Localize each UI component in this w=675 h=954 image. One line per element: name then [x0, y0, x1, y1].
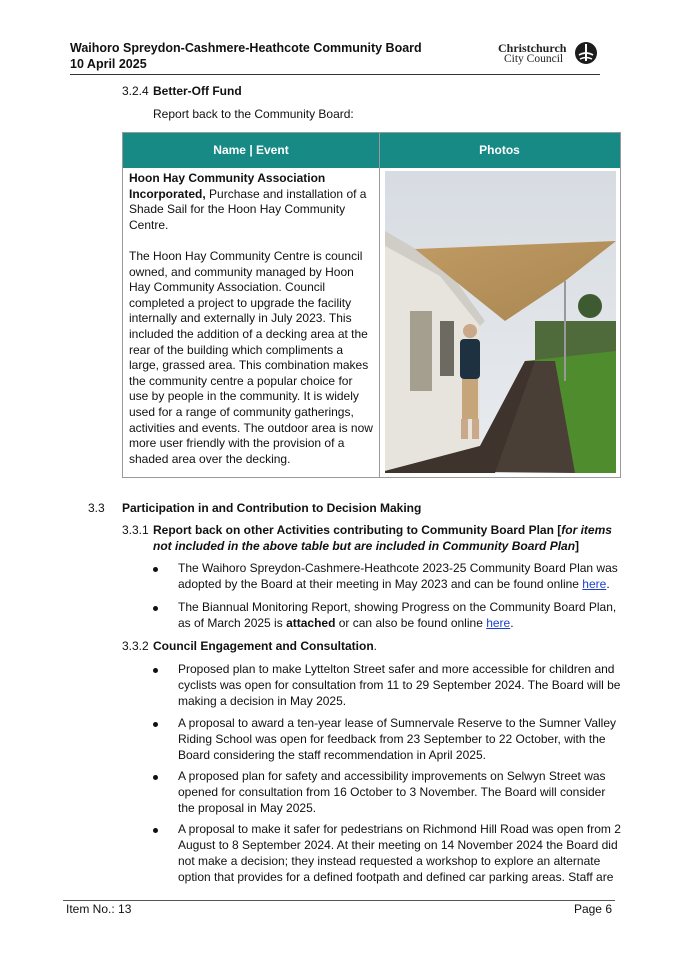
- bullet-text-line: A proposal to make it safer for pedestrians on Richmond Hill Road was open from 2: [178, 822, 621, 836]
- bullet-icon: [153, 567, 158, 572]
- project-description: The Hoon Hay Community Centre is council owned, and community managed by Hoon Hay Community Association. Council completed a project to upgrade the facility internally and externally in July 2023. This included the addition of a decking area at the rear of the building which compliments a large, grassed area. This combination makes the community centre a popular choice for use by people in the community. It is widely used for a range of community gatherings, activities and events. The outdoor area is now more user friendly with the provision of a shaded area over the decking.: [129, 248, 373, 466]
- column-header-name-event: Name | Event: [213, 143, 289, 157]
- bullet-text-line: The Biannual Monitoring Report, showing Progress on the Community Board Plan,: [178, 600, 617, 614]
- list-item-sumnervale-reserve: [178, 715, 616, 763]
- list-item-selwyn-street: [178, 768, 606, 816]
- bullet-text-line: opened for consultation from 16 October to 3 November. The Board will consider: [178, 785, 606, 799]
- logo-line-2: City Council: [504, 53, 564, 65]
- bullet-text-line: the proposal in May 2025.: [178, 801, 317, 815]
- fund-report-table: [122, 132, 621, 478]
- list-item-richmond-hill-road: [178, 821, 621, 885]
- bullet-icon: [153, 775, 158, 780]
- list-item-monitoring-report: [178, 599, 616, 631]
- bullet-text-line: cyclists was open for consultation from 11 to 29 September 2024. The Board will be: [178, 678, 621, 692]
- bullet-text-line: The Waihoro Spreydon-Cashmere-Heathcote 2023-25 Community Board Plan was: [178, 561, 618, 575]
- event-description: Purchase and installation of a Shade Sail for the Hoon Hay Community Centre.: [129, 186, 367, 232]
- list-item-board-plan: [178, 560, 618, 592]
- bullet-text: as of March 2025 is: [178, 616, 287, 630]
- bullet-text: .: [510, 616, 514, 630]
- council-logo: [498, 41, 600, 69]
- bullet-icon: [153, 668, 158, 673]
- engagement-title-end: .: [373, 639, 378, 653]
- board-plan-link[interactable]: here: [582, 577, 607, 591]
- logo-line-1: Christchurch: [498, 41, 567, 55]
- bullet-text-line: Riding School was open for feedback from 23 September to 22 October, with the: [178, 732, 606, 746]
- monitoring-report-link[interactable]: here: [486, 616, 511, 630]
- meeting-date: 10 April 2025: [70, 57, 147, 71]
- bullet-text: adopted by the Board at their meeting in May 2023 and can be found online: [178, 577, 583, 591]
- bullet-text-line: option that provides for a defined footpath and defined car parking areas. Staff are: [178, 870, 614, 884]
- bullet-text-line: [178, 615, 616, 631]
- section-number-3-2-4: 3.2.4: [122, 84, 149, 98]
- footer-divider: [63, 900, 615, 901]
- board-name: Waihoro Spreydon-Cashmere-Heathcote Community Board: [70, 41, 422, 55]
- bullet-icon: [153, 828, 158, 833]
- bullet-text: or can also be found online: [335, 616, 487, 630]
- bullet-text-line: making a decision in May 2025.: [178, 694, 347, 708]
- report-back-title-part2: for items: [561, 523, 612, 537]
- section-title-engagement: [153, 638, 377, 654]
- report-back-title-part1: Report back on other Activities contributing to Community Board Plan [: [153, 523, 562, 537]
- bullet-text-line: August to 8 September 2024. At their meeting on 14 November 2024 the Board did: [178, 838, 618, 852]
- bullet-icon: [153, 606, 158, 611]
- footer-page-number: Page 6: [573, 902, 612, 916]
- organisation-name: Hoon Hay Community Association Incorporated,: [129, 171, 326, 201]
- section-intro: Report back to the Community Board:: [153, 107, 354, 121]
- section-title-report-back: [153, 522, 612, 538]
- header-divider: [70, 74, 600, 75]
- bullet-text: .: [606, 577, 610, 591]
- engagement-title-text: Council Engagement and Consultation: [153, 639, 374, 653]
- council-emblem-icon: [574, 41, 598, 65]
- section-title-report-back-line2: [153, 538, 579, 554]
- bullet-icon: [153, 722, 158, 727]
- section-number-3-3: 3.3: [88, 501, 105, 515]
- bullet-text-line: Board considering the staff recommendation in April 2025.: [178, 748, 486, 762]
- bullet-text-line: [178, 576, 618, 592]
- section-title-better-off-fund: Better-Off Fund: [153, 84, 242, 98]
- bullet-text-line: A proposed plan for safety and accessibility improvements on Selwyn Street was: [178, 769, 606, 783]
- shade-sail-photo: [385, 171, 616, 473]
- report-back-title-end: ]: [575, 539, 580, 553]
- section-title-participation: Participation in and Contribution to Decision Making: [122, 501, 422, 515]
- bullet-text-line: not make a decision; they instead requested a workshop to explore an alternate: [178, 854, 601, 868]
- bullet-text-line: Proposed plan to make Lyttelton Street safer and more accessible for children and: [178, 662, 615, 676]
- list-item-lyttelton-street: [178, 661, 620, 709]
- table-header-row: [123, 133, 620, 168]
- section-number-3-3-2: 3.3.2: [122, 639, 149, 653]
- table-cell-name-event: [129, 171, 375, 483]
- footer-item-number: Item No.: 13: [66, 902, 132, 916]
- report-back-title-part3: not included in the above table but are included in Community Board Plan: [153, 539, 576, 553]
- column-header-photos: Photos: [479, 143, 520, 157]
- bullet-text-line: A proposal to award a ten-year lease of Sumnervale Reserve to the Sumner Valley: [178, 716, 617, 730]
- attached-label: attached: [286, 616, 336, 630]
- section-number-3-3-1: 3.3.1: [122, 523, 149, 537]
- column-divider: [379, 133, 380, 477]
